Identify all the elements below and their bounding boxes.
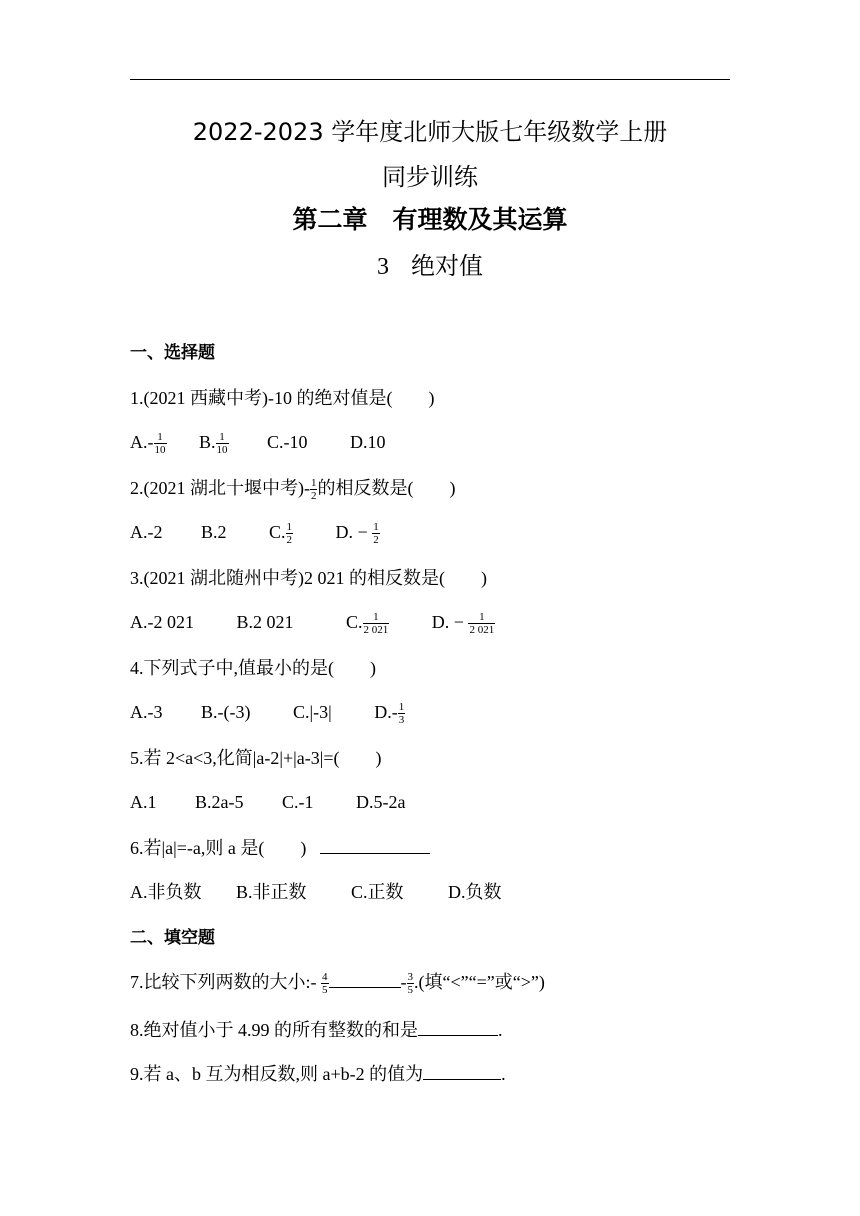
answer-blank[interactable] bbox=[320, 852, 430, 854]
option-d: D. − $\frac{1}{2}$ bbox=[335, 521, 379, 547]
question-1-stem: 1.(2021 西藏中考)-10 的绝对值是( ) bbox=[130, 388, 435, 408]
option-d: D.负数 bbox=[448, 882, 502, 902]
option-c: C.正数 bbox=[351, 882, 404, 902]
option-b: B.2 021 bbox=[236, 612, 294, 632]
option-a: A.-2 021 bbox=[130, 612, 194, 632]
fraction: $\frac{1}{2 021}$ bbox=[363, 611, 389, 637]
fraction: $\frac{3}{5}$ bbox=[407, 971, 413, 997]
answer-blank[interactable] bbox=[423, 1078, 501, 1080]
question-5-stem: 5.若 2<a<3,化简|a-2|+|a-3|=( ) bbox=[130, 748, 382, 768]
option-a: A.-2 bbox=[130, 522, 163, 542]
fraction: $\frac{1}{2}$ bbox=[286, 521, 293, 547]
option-a: A.非负数 bbox=[130, 882, 202, 902]
option-b: B.2 bbox=[201, 522, 227, 542]
option-c: C.-1 bbox=[282, 792, 314, 812]
fraction: $\frac{4}{5}$ bbox=[322, 971, 328, 997]
section-heading bbox=[0, 246, 860, 281]
option-a: A.1 bbox=[130, 792, 157, 812]
question-3-stem: 3.(2021 湖北随州中考)2 021 的相反数是( ) bbox=[130, 568, 487, 588]
option-d: D.- $\frac{1}{3}$ bbox=[374, 701, 405, 727]
option-d: D.5-2a bbox=[356, 792, 406, 812]
question-8: 8.绝对值小于 4.99 的所有整数的和是 . bbox=[130, 1020, 503, 1040]
doc-title: 2022-2023 学年度北师大版七年级数学上册 bbox=[192, 118, 668, 146]
answer-blank[interactable] bbox=[418, 1034, 498, 1036]
question-9: 9.若 a、b 互为相反数,则 a+b-2 的值为 . bbox=[130, 1064, 506, 1084]
section-title: 绝对值 bbox=[411, 252, 483, 280]
option-a: A.- $\frac{1}{10}$ bbox=[130, 431, 166, 457]
option-b: B. $\frac{1}{10}$ bbox=[199, 431, 228, 457]
option-d: D. − $\frac{1}{2 021}$ bbox=[431, 611, 495, 637]
fraction: $\frac{1}{2 021}$ bbox=[469, 611, 495, 637]
fraction: $\frac{1}{2}$ bbox=[373, 521, 379, 547]
question-6-stem: 6.若|a|=-a,则 a 是( ) bbox=[130, 836, 430, 860]
question-4-options bbox=[130, 700, 405, 726]
question-4-stem: 4.下列式子中,值最小的是( ) bbox=[130, 658, 376, 678]
option-b: B.非正数 bbox=[236, 882, 307, 902]
fraction: $\frac{1}{3}$ bbox=[398, 701, 405, 727]
chapter-title: 第二章 有理数及其运算 bbox=[292, 205, 568, 234]
question-7: 7.比较下列两数的大小:- $\frac{4}{5}$ - $\frac{3}{5}$ .(填“<”“=”或“>”) bbox=[130, 971, 545, 997]
fraction: $\frac{1}{10}$ bbox=[154, 431, 166, 457]
top-rule bbox=[130, 79, 730, 80]
fraction: $\frac{1}{10}$ bbox=[216, 431, 228, 457]
option-a: A.-3 bbox=[130, 702, 163, 722]
fraction: $\frac{1}{2}$ bbox=[310, 477, 317, 503]
option-c: C.-10 bbox=[267, 432, 308, 452]
question-1-options bbox=[130, 430, 386, 456]
fill-section-heading: 二、填空题 bbox=[130, 928, 215, 948]
option-b: B.-(-3) bbox=[201, 702, 251, 722]
option-c: C.|-3| bbox=[292, 702, 332, 722]
option-c: C. $\frac{1}{2 021}$ bbox=[346, 611, 389, 637]
question-6-options bbox=[130, 880, 502, 904]
choice-section-heading: 一、选择题 bbox=[130, 343, 215, 363]
option-b: B.2a-5 bbox=[195, 792, 244, 812]
question-2-options bbox=[130, 520, 380, 546]
answer-blank[interactable] bbox=[329, 986, 401, 988]
doc-subtitle: 同步训练 bbox=[382, 163, 478, 191]
question-5-options bbox=[130, 790, 405, 814]
option-c: C. $\frac{1}{2}$ bbox=[269, 521, 293, 547]
option-d: D.10 bbox=[350, 432, 386, 452]
question-3-options bbox=[130, 610, 495, 636]
section-number: 3 bbox=[377, 254, 389, 280]
question-2-stem: 2.(2021 湖北十堰中考)- $\frac{1}{2}$ 的相反数是( ) bbox=[130, 477, 456, 503]
